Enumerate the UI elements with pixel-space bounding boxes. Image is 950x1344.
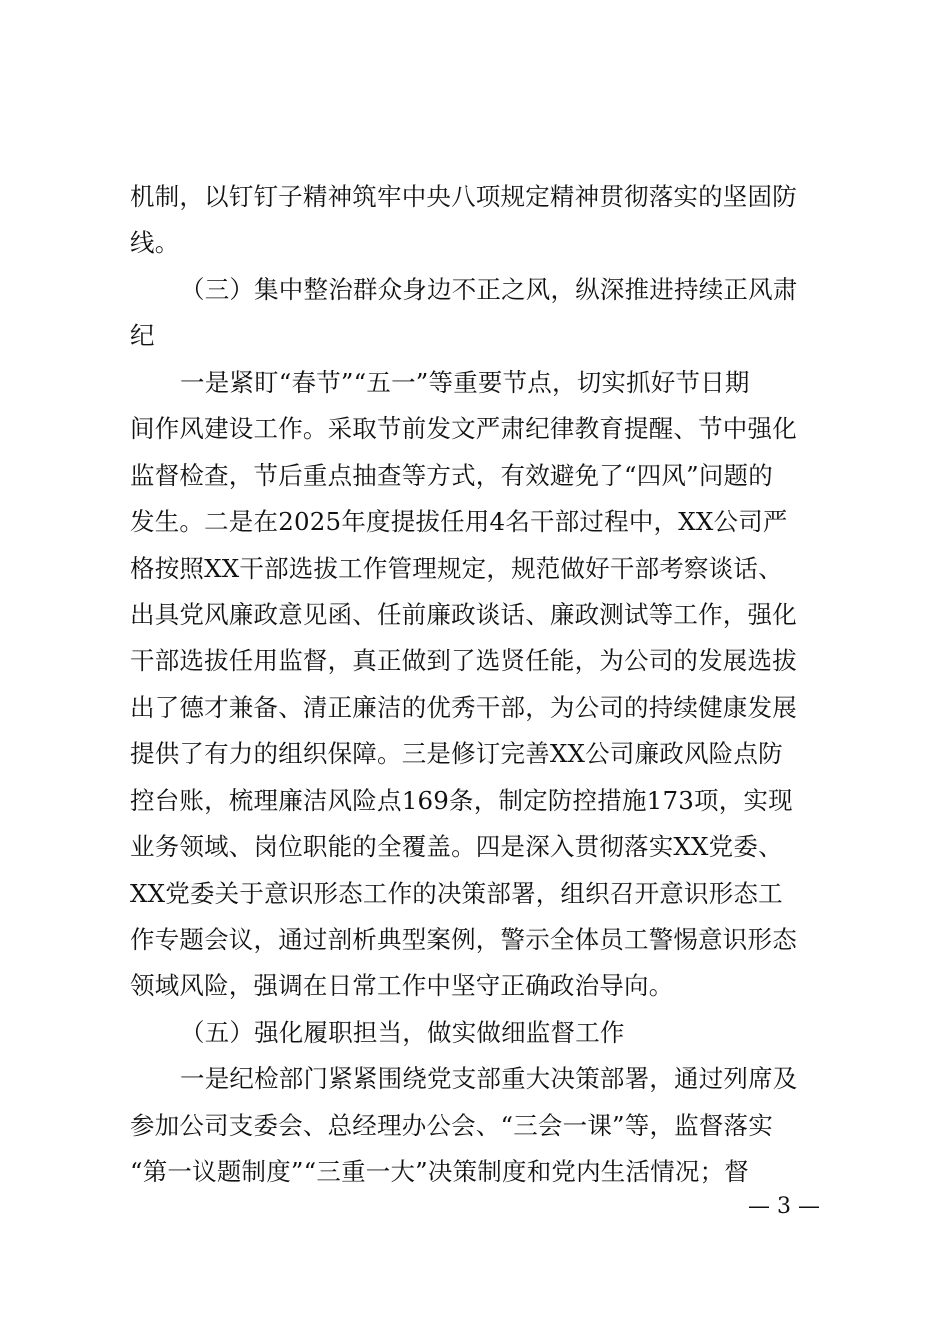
paragraph-line: 出具党风廉政意见函、任前廉政谈话、廉政测试等工作，强化 — [130, 600, 797, 629]
section-heading: 纪 — [130, 321, 155, 350]
paragraph-line: XX党委关于意识形态工作的决策部署，组织召开意识形态工 — [130, 879, 783, 908]
paragraph-line: 机制，以钉钉子精神筑牢中央八项规定精神贯彻落实的坚固防 — [130, 182, 797, 211]
paragraph-line: 线。 — [130, 228, 180, 257]
paragraph-line: 格按照XX干部选拔工作管理规定，规范做好干部考察谈话、 — [130, 554, 783, 583]
paragraph-line: 出了德才兼备、清正廉洁的优秀干部，为公司的持续健康发展 — [130, 693, 797, 722]
paragraph-line: 干部选拔任用监督，真正做到了选贤任能，为公司的发展选拔 — [130, 646, 797, 675]
paragraph-line: 参加公司支委会、总经理办公会、“三会一课”等，监督落实 — [130, 1111, 773, 1140]
paragraph-line: 监督检查，节后重点抽查等方式，有效避免了“四风”问题的 — [130, 461, 773, 490]
paragraph-line: 提供了有力的组织保障。三是修订完善XX公司廉政风险点防 — [130, 739, 783, 768]
paragraph-line: 一是纪检部门紧紧围绕党支部重大决策部署，通过列席及 — [180, 1064, 798, 1093]
paragraph-line: 业务领域、岗位职能的全覆盖。四是深入贯彻落实XX党委、 — [130, 832, 783, 861]
paragraph-line: 间作风建设工作。采取节前发文严肃纪律教育提醒、节中强化 — [130, 414, 797, 443]
section-heading: （五）强化履职担当，做实做细监督工作 — [180, 1018, 625, 1047]
paragraph-line: 发生。二是在2025年度提拔任用4名干部过程中，XX公司严 — [130, 507, 788, 536]
page-number: — 3 — — [748, 1194, 820, 1219]
paragraph-line: 一是紧盯“春节”“五一”等重要节点，切实抓好节日期 — [180, 368, 750, 397]
section-heading: （三）集中整治群众身边不正之风，纵深推进持续正风肃 — [180, 275, 798, 304]
paragraph-line: “第一议题制度”“三重一大”决策制度和党内生活情况；督 — [130, 1157, 749, 1186]
paragraph-line: 控台账，梳理廉洁风险点169条，制定防控措施173项，实现 — [130, 786, 793, 815]
paragraph-line: 领域风险，强调在日常工作中坚守正确政治导向。 — [130, 971, 674, 1000]
paragraph-line: 作专题会议，通过剖析典型案例，警示全体员工警惕意识形态 — [130, 925, 797, 954]
